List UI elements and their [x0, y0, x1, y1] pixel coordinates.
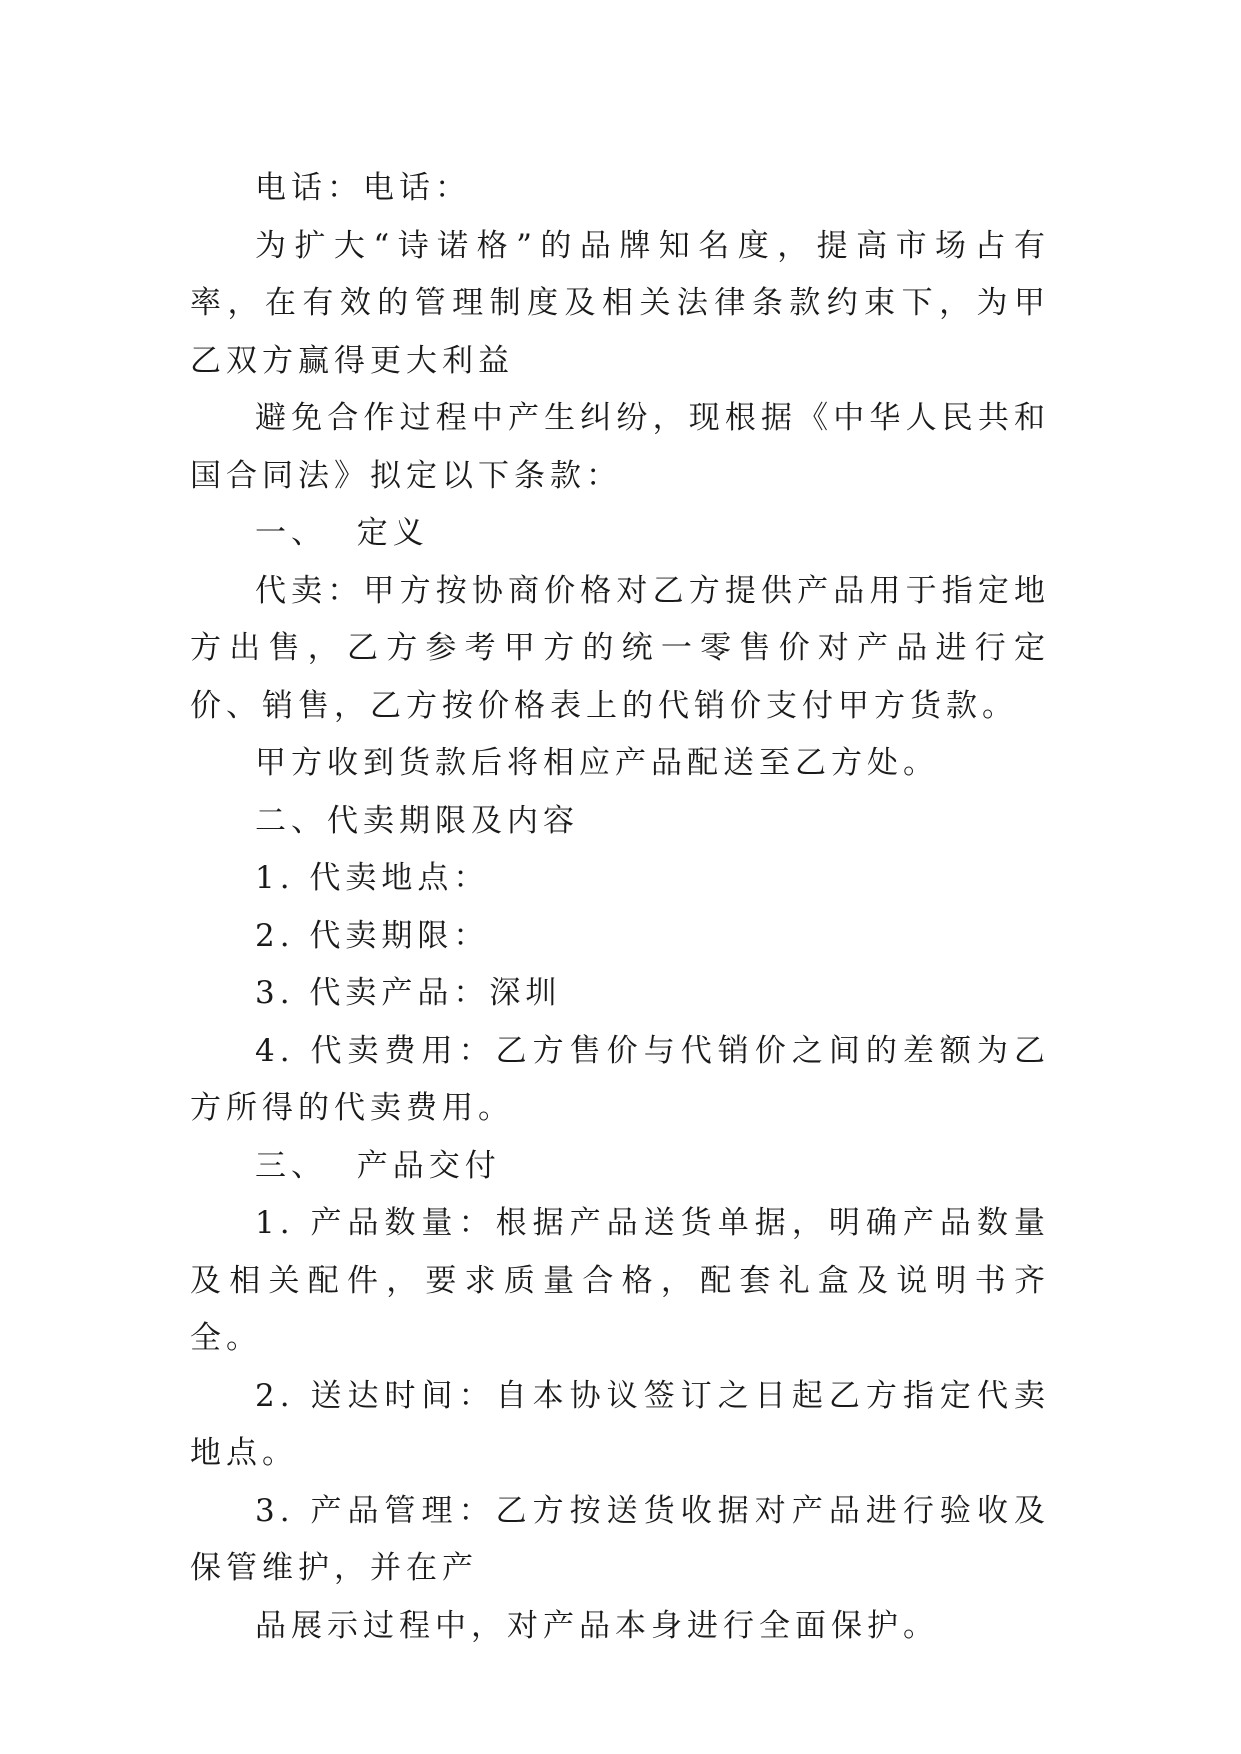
legal-basis-paragraph: 避免合作过程中产生纠纷，现根据《中华人民共和国合同法》拟定以下条款： — [190, 400, 1050, 494]
delivery-after-payment-paragraph: 甲方收到货款后将相应产品配送至乙方处。 — [255, 745, 939, 781]
definition-paragraph: 代卖：甲方按协商价格对乙方提供产品用于指定地方出售，乙方参考甲方的统一零售价对产品进行定价、销售，乙方按价格表上的代销价支付甲方货款。 — [190, 572, 1050, 724]
clause-sales-period: 2. 代卖期限： — [255, 917, 490, 954]
clause-sales-location: 1. 代卖地点： — [255, 860, 490, 896]
purpose-paragraph: 为扩大“诗诺格”的品牌知名度，提高市场占有率，在有效的管理制度及相关法律条款约束下，为甲乙双方赢得更大利益 — [190, 227, 1050, 379]
clause-sales-product: 3. 代卖产品：深圳 — [255, 975, 562, 1011]
product-protection-paragraph: 品展示过程中，对产品本身进行全面保护。 — [255, 1607, 939, 1644]
phone-line: 电话：电话： — [255, 170, 471, 206]
section-heading-product-delivery: 三、 产品交付 — [255, 1147, 501, 1184]
clause-product-quantity: 1. 产品数量：根据产品送货单据，明确产品数量及相关配件，要求质量合格，配套礼盒及说明书齐全。 — [190, 1205, 1050, 1356]
clause-delivery-time: 2. 送达时间：自本协议签订之日起乙方指定代卖地点。 — [190, 1377, 1050, 1471]
clause-product-management: 3. 产品管理：乙方按送货收据对产品进行验收及保管维护，并在产 — [190, 1492, 1050, 1586]
document-body — [190, 160, 1050, 1655]
clause-sales-fee: 4. 代卖费用：乙方售价与代销价之间的差额为乙方所得的代卖费用。 — [190, 1032, 1050, 1126]
section-heading-definition: 一、 定义 — [255, 515, 429, 551]
section-heading-term-and-content: 二、代卖期限及内容 — [255, 802, 579, 839]
